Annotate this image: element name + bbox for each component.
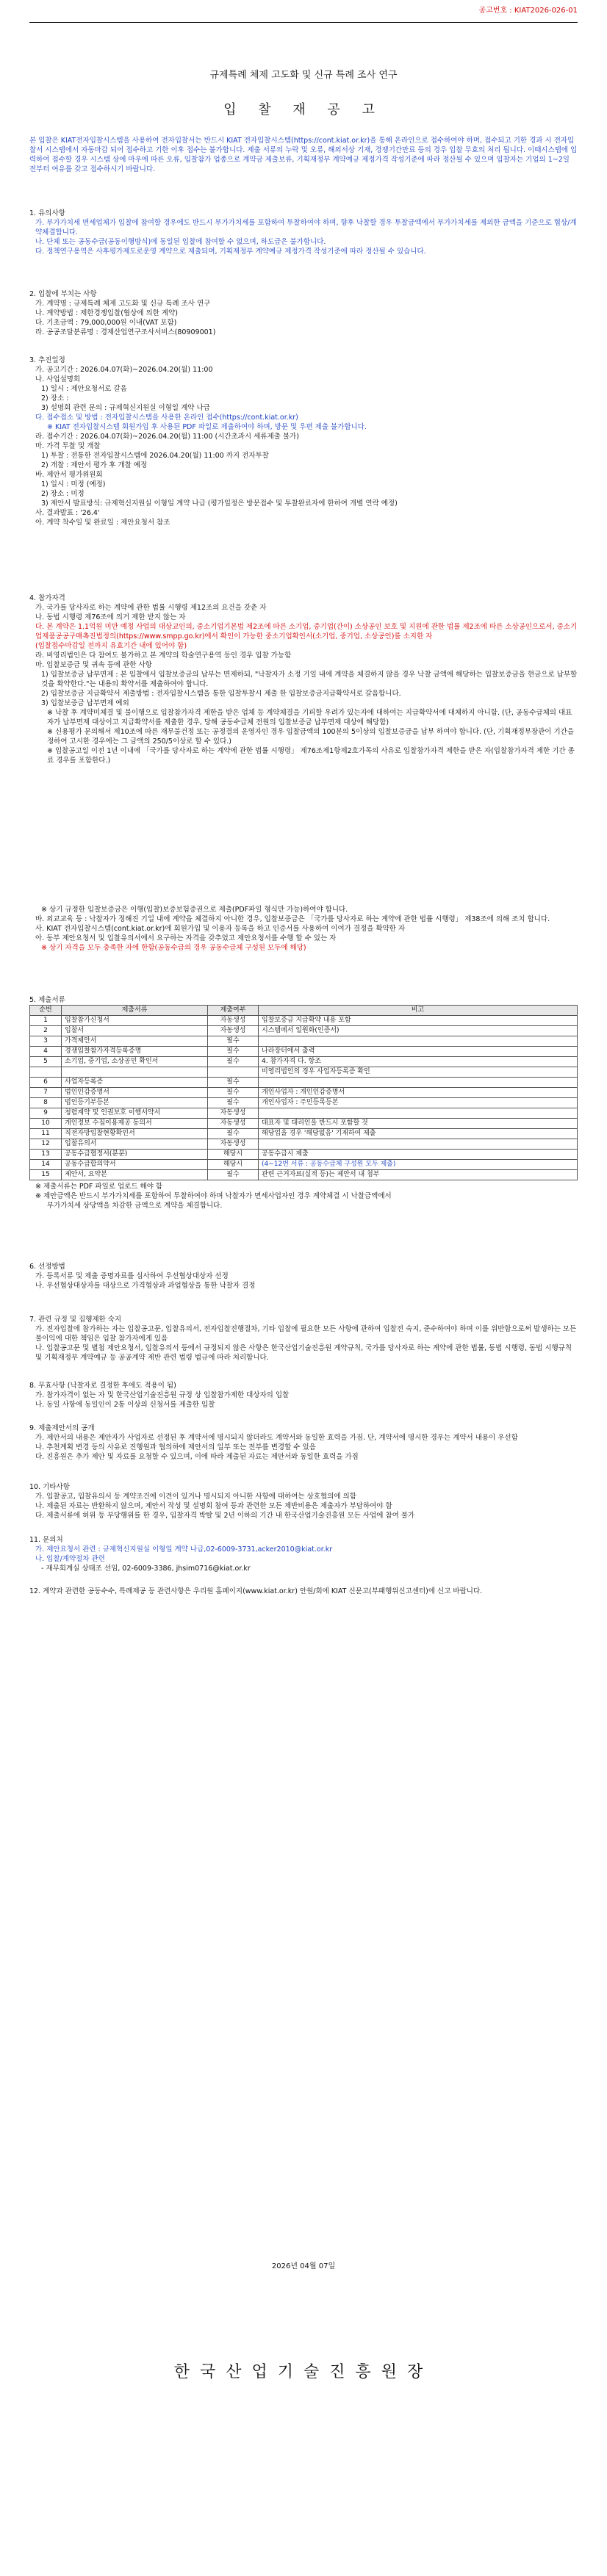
- invalid-item: 가. 참가자격이 없는 자 및 한국산업기술진흥원 규정 상 입찰참가제한 대상자의 입찰: [35, 1391, 290, 1399]
- proposal-item: 다. 진흥원은 추가 제안 및 자료를 요청할 수 있으며, 이에 따라 제출된 자료는 제안서와 동일한 효력을 가짐: [35, 1453, 359, 1461]
- table-row: [30, 1057, 578, 1067]
- schedule-subitem: 3) 제안서 발표방식: 규제혁신지원실 이형일 계약 나급 (평가일정은 방문접수 및 투찰완료자에 한하여 개별 연락 예정): [41, 499, 398, 508]
- documents-table: [29, 1005, 578, 1180]
- section-heading: 12. 계약과 관련한 공동수수, 특례제공 등 관련사항은 우리원 홈페이지(www.kiat.or.kr) 안원/회에 KIAT 신문고(부패행위신고센터)에 신고 바랍니다.: [29, 1587, 483, 1595]
- document-name: [62, 1067, 208, 1078]
- section-heading: 7. 관련 규정 및 집행제한 숙지: [29, 1316, 122, 1324]
- other-item: 나. 제출된 자료는 반환하지 않으며, 제안서 작성 및 설명회 참여 등과 관련한 모든 제반비용은 제출자가 부담하여야 함: [35, 1502, 392, 1510]
- section-heading: 1. 유의사항: [29, 209, 65, 217]
- row-number: 15: [30, 1170, 62, 1180]
- submission-type: 필수: [208, 1170, 259, 1180]
- document-name: 입찰서: [62, 1026, 208, 1036]
- table-row: [30, 1036, 578, 1047]
- schedule-note: ※ KIAT 전자입찰시스템 회원가입 후 사용된 PDF 파일로 제출하여야 하며, 방문 및 우편 제출 불가합니다.: [47, 423, 367, 431]
- invalid-item: 나. 동일 사항에 동일인이 2통 이상의 신청서를 제출한 입찰: [35, 1401, 215, 1409]
- contact-item: - 재무회계실 상태조 선임, 02-6009-3386, jhsim0716@kiat.or.kr: [41, 1565, 251, 1573]
- row-number: 5: [30, 1057, 62, 1067]
- note-item: 가. 부가가치세 면세업체가 입찰에 참여할 경우에도 반드시 부가가치세를 포함하여 투찰하여야 하며, 향후 낙찰할 경우 투찰금액에서 부가가치세를 제외한 금액을 기준으로 협상/계약체결합니다.: [35, 219, 577, 237]
- document-name: 개인정보 수집이용제공 동의서: [62, 1119, 208, 1129]
- eligibility-item: 아. 동부 제안요청서 및 입찰유의서에서 요구하는 자격을 갖추었고 제안요청서를 수행 할 수 있는 자: [35, 934, 337, 942]
- document-name: 가격제안서: [62, 1036, 208, 1047]
- document-remark: 해당업을 경우 '해당없음' 기재하여 제출: [259, 1129, 578, 1139]
- submission-type: 자동생성: [208, 1108, 259, 1119]
- row-number: 3: [30, 1036, 62, 1047]
- column-header: 비고: [259, 1006, 578, 1016]
- document-remark: 시스템에서 일원화(인증서): [259, 1026, 578, 1036]
- other-item: 다. 제출서류에 허위 등 부당행위를 한 경우, 입찰자격 박탈 및 2년 이하의 기간 내 한국산업기술진흥원 모든 사업에 참여 불가: [35, 1512, 415, 1520]
- column-header: 순번: [30, 1006, 62, 1016]
- regulation-item: 가. 전자입찰에 참가하는 자는 입찰공고문, 입찰유의서, 전자입찰진행절차, 기타 입찰에 필요한 모든 사항에 관하여 입찰전 숙지, 준수하여야 하며 이를 위반함으로써 발생하는 모든 불이익에 대한 책임은 입찰 참가자에게 있음: [35, 1325, 577, 1343]
- eligibility-item: 가. 국가를 당사자로 하는 계약에 관한 법률 시행령 제12조의 요건을 갖춘 자: [35, 604, 267, 612]
- section-1-notes: [29, 209, 578, 256]
- row-number: 14: [30, 1160, 62, 1170]
- table-row: [30, 1150, 578, 1160]
- eligibility-item: 바. 외교교육 등 : 낙찰자가 정해진 기일 내에 계약을 체결하지 아니한 경우, 입찰보증금은 「국가를 당사자로 하는 계약에 관한 법률 시행령」 제38조에 의해 조치 합니다.: [35, 915, 550, 923]
- table-row: [30, 1170, 578, 1180]
- row-number: 1: [30, 1016, 62, 1026]
- eligibility-note: ※ 입찰공고일 이전 1년 이내에 「국가를 당사자로 하는 계약에 관한 법률 시행령」 제76조제1항제2호가목의 사유로 입찰참가자격 제한을 받은 자(입찰참가자격 제한 기간 종료 경우를 포함한다.): [47, 747, 575, 765]
- regulation-item: 나. 입찰공고문 및 별첨 제안요청서, 입찰유의서 등에서 규정되지 않은 사항은 한국산업기술진흥원 계약규칙, 국가를 당사자로 하는 계약에 관한 법률, 동법 시행령, 동법 시행규칙 및 기획재정부 계약예규 등 공공계약 제반 관련 법령 법규에 따라 처리합니다.: [35, 1344, 572, 1362]
- section-heading: 9. 제출제안서의 공개: [29, 1424, 95, 1432]
- schedule-item: 바. 제안서 평가위원회: [35, 471, 103, 479]
- column-header: 제출서류: [62, 1006, 208, 1016]
- row-number: 6: [30, 1078, 62, 1088]
- schedule-subitem: 2) 개찰 : 제안서 평가 후 개찰 예정: [41, 461, 148, 469]
- row-number: 8: [30, 1098, 62, 1108]
- selection-item: 나. 우선협상대상자를 대상으로 가격협상과 과업협상을 통한 낙찰자 결정: [35, 1282, 256, 1290]
- document-name: 경쟁입찰참가자격등록증명: [62, 1047, 208, 1057]
- table-row: [30, 1098, 578, 1108]
- submission-type: 필수: [208, 1057, 259, 1067]
- eligibility-note: ※ 상기 규정한 입찰보증금은 이행(입찰)보증보험증권으로 제출(PDF파일 형식만 가능)하여야 합니다.: [41, 906, 348, 914]
- selection-item: 가. 등록서류 및 제출 증명자료를 심사하여 우선협상대상자 선정: [35, 1272, 229, 1280]
- eligibility-subitem: 3) 입찰보증금 납부면제 예외: [41, 699, 129, 707]
- column-header: 제출여부: [208, 1006, 259, 1016]
- table-note: ※ 제출서류는 PDF 파일로 업로드 해야 함: [35, 1183, 163, 1191]
- eligibility-item: 다. 본 계약은 1.1억원 미만 예정 사업의 대상교인의, 중소기업기본법 제2조에 따른 소기업, 중기업(간이) 소상공인 보호 및 지원에 관한 법률 제2조에 따른 소상공인으로서, 중소기업제품공공구매촉진법정의(https://www.smpp.go.kr)에서 확인이 가능한 중소기업확인서(소기업, 중기업, 소상공인)를 소지한 자: [35, 623, 578, 641]
- contract-method: 나. 계약방법 : 제한경쟁입찰(협상에 의한 계약): [35, 309, 178, 317]
- table-row: [30, 1139, 578, 1150]
- section-4-continued: [29, 905, 578, 953]
- document-name: 법인인감증명서: [62, 1088, 208, 1098]
- section-9-proposal: [29, 1424, 578, 1462]
- table-row: [30, 1047, 578, 1057]
- schedule-subitem: 3) 설명회 관련 문의 : 규제혁신지원실 이형일 계약 나급: [41, 404, 210, 412]
- note-item: 나. 단체 또는 공동수급(공동이행방식)에 동일된 입찰에 참여할 수 없으며, 하도급은 불가합니다.: [35, 238, 326, 246]
- schedule-item: 나. 사업설명회: [35, 375, 81, 383]
- eligibility-note: ※ 신용평가 문의해서 제10조에 따른 재무불건정 또는 공정결의 운영자인 경우 입찰금액의 100분의 5이상의 입찰보증금을 납부 하여야 합니다. (단, 기획재정부장관이 기간을 정하여 고시한 경우에는 그 금액의 250/5이상로 할 수 있다.): [47, 728, 575, 746]
- schedule-item: 마. 가격 투찰 및 개찰: [35, 442, 101, 450]
- submission-type: 필수: [208, 1129, 259, 1139]
- section-heading: 8. 무효사항 (낙찰자로 결정한 후에도 적용이 됨): [29, 1382, 176, 1390]
- other-item: 가. 입찰공고, 입찰유의서 등 계약조건에 이견이 있거나 명시되지 아니한 사항에 대하여는 상호협의에 의함: [35, 1493, 356, 1501]
- contract-name: 가. 계약명 : 규제특례 체제 고도화 및 신규 특례 조사 연구: [35, 300, 211, 308]
- page-title: 입 찰 재 공 고: [223, 102, 384, 118]
- eligibility-item: 나. 동법 시행령 제76조에 의거 제한 받지 않는 자: [35, 613, 186, 621]
- table-header-row: [30, 1006, 578, 1016]
- document-remark: 4. 참가자격 다. 항조: [259, 1057, 578, 1067]
- eligibility-note: ※ 낙찰 후 계약미체결 및 불이행으로 입찰참가자격 제한을 받은 업체 등 계약체결을 기피할 우려가 있는자에 대하여는 지급확약서에 대체하지 아니함. (단, 공동수급체의 대표자가 납부면제 대상이고 지급확약서를 제출한 경우, 당해 공동수급체 전원의 입찰보증금 납부면제 대상에 해당함): [47, 709, 572, 726]
- row-number: 10: [30, 1119, 62, 1129]
- submission-type: 필수: [208, 1078, 259, 1088]
- section-heading: 3. 추진일정: [29, 356, 65, 364]
- document-remark: 입찰보증금 지급확약 내용 포함: [259, 1016, 578, 1026]
- section-heading: 10. 기타사항: [29, 1483, 70, 1491]
- document-remark: [259, 1078, 578, 1088]
- section-11-contact: [29, 1535, 578, 1573]
- submission-type: 해당시: [208, 1150, 259, 1160]
- submission-type: 자동생성: [208, 1026, 259, 1036]
- table-row: [30, 1088, 578, 1098]
- document-name: 공동수급합의약서: [62, 1160, 208, 1170]
- section-heading: 4. 참가자격: [29, 594, 65, 602]
- document-name: 입찰유의서: [62, 1139, 208, 1150]
- section-12-report: [29, 1587, 578, 1596]
- document-remark: 나라장터에서 출력: [259, 1047, 578, 1057]
- submission-type: 필수: [208, 1098, 259, 1108]
- schedule-subitem: 1) 일시 : 제안요청서로 갈음: [41, 385, 127, 393]
- document-name: 공동수급협정서(분분): [62, 1150, 208, 1160]
- document-name: 사업자등록증: [62, 1078, 208, 1088]
- note-item: 다. 정책연구용역은 사후평가제도로운영 계약으로 제출되며, 기획재정부 계약예규 제정가격 작성기준에 따라 정산될 수 있습니다.: [35, 248, 426, 256]
- submission-type: [208, 1067, 259, 1078]
- document-name: 직전자방입찰현황확인서: [62, 1129, 208, 1139]
- schedule-item: 다. 접수접소 및 방법 : 전자입찰시스템을 사용한 온라인 접수(https://cont.kiat.or.kr): [35, 414, 298, 422]
- section-heading: 11. 문의처: [29, 1536, 63, 1544]
- document-remark: 관련 근거자료(실적 등)는 제안서 내 첨부: [259, 1170, 578, 1180]
- eligibility-item: 사. KIAT 전자입찰시스템(cont.kiat.or.kr)에 회원가입 및 이용자 등록을 하고 인증서를 사용하여 이여가 결정을 확약한 자: [35, 925, 406, 933]
- table-row: [30, 1026, 578, 1036]
- table-row: [30, 1129, 578, 1139]
- table-row: [30, 1078, 578, 1088]
- schedule-subitem: 2) 장소 :: [41, 394, 69, 403]
- submission-type: 자동생성: [208, 1139, 259, 1150]
- eligibility-item: 라. 비영리법인은 다 참여도 불가하고 본 계약의 학술연구용역 등인 경우 입찰 가능함: [35, 652, 292, 660]
- row-number: 13: [30, 1150, 62, 1160]
- schedule-subitem: 1) 투찰 : 전통한 전자입찰시스템에 2026.04.20(월) 11:00 까지 전자투찰: [41, 452, 269, 460]
- row-number: 9: [30, 1108, 62, 1119]
- contact-item: 가. 제안요청서 관련 : 규제혁신지원실 이형일 계약 나급,02-6009-3731,acker2010@kiat.or.kr: [35, 1545, 333, 1554]
- row-number: 2: [30, 1026, 62, 1036]
- document-remark: 비영리법인의 경우 사업자등록증 확인: [259, 1067, 578, 1078]
- document-remark: (4~12번 서류 : 공동수급체 구성원 모두 제출): [259, 1160, 578, 1170]
- row-number: 12: [30, 1139, 62, 1150]
- section-4-eligibility: [29, 594, 578, 765]
- section-2-contract: [29, 289, 578, 337]
- document-remark: [259, 1139, 578, 1150]
- table-note: 부가가치세 상당액을 차감한 금액으로 계약을 체결합니다.: [47, 1202, 223, 1210]
- eligibility-item: 마. 입찰보증금 및 귀속 등에 관한 사항: [35, 661, 152, 669]
- issuer-signature: 한국산업기술진흥원장: [173, 2363, 434, 2381]
- section-8-invalid: [29, 1381, 578, 1410]
- section-5-documents: [29, 995, 578, 1211]
- submission-type: 해당시: [208, 1160, 259, 1170]
- document-remark: 개인사업자 : 개인인감증명서: [259, 1088, 578, 1098]
- submission-type: 필수: [208, 1088, 259, 1098]
- eligibility-note: ※ 상기 자격을 모두 충족한 자에 한함(공동수급의 경우 공동수급체 구성원 모두에 해당): [41, 944, 306, 952]
- submission-type: 필수: [208, 1047, 259, 1057]
- eligibility-note: (입찰접수마감일 전까지 유효기간 내에 있어야 함): [35, 642, 187, 650]
- schedule-item: 아. 계약 착수일 및 완료일 : 제안요청서 참조: [35, 519, 170, 527]
- section-heading: 6. 선정방법: [29, 1263, 65, 1271]
- schedule-subitem: 2) 장소 : 미정: [41, 490, 85, 498]
- contact-item: 나. 입찰/계약절차 관련: [35, 1555, 105, 1563]
- proposal-item: 가. 제안서의 내용은 제안자가 사업자로 선정된 후 계약서에 명시되지 않더라도 계약서와 동일한 효력을 가짐. 단, 계약서에 명시한 경우는 계약서 내용이 우선함: [35, 1434, 518, 1442]
- document-name: 법인등기부등본: [62, 1098, 208, 1108]
- submission-type: 자동생성: [208, 1119, 259, 1129]
- table-row: [30, 1067, 578, 1078]
- procurement-class: 라. 공공조달분류명 : 경제산업연구조사서비스(80909001): [35, 328, 216, 336]
- document-remark: [259, 1036, 578, 1047]
- submission-type: 자동생성: [208, 1016, 259, 1026]
- schedule-subitem: 1) 일시 : 미정 (예정): [41, 480, 106, 488]
- proposal-item: 나. 추천계획 변경 등의 사유로 진행원과 협의하에 제안서의 일부 또는 전부를 변경할 수 있음: [35, 1443, 316, 1451]
- row-number: 11: [30, 1129, 62, 1139]
- base-amount: 다. 기초금액 : 79,000,000원 이내(VAT 포함): [35, 319, 177, 327]
- document-remark: 공동수급시 제출: [259, 1150, 578, 1160]
- project-subtitle: 규제특례 체제 고도화 및 신규 특례 조사 연구: [209, 70, 398, 81]
- row-number: 7: [30, 1088, 62, 1098]
- section-3-schedule: [29, 356, 578, 527]
- table-row: [30, 1016, 578, 1026]
- eligibility-subitem: 1) 입찰보증금 납부면제 : 본 입찰에서 입찰보증금의 납부는 면제하되, "낙찰자가 소정 기일 내에 계약을 체결하지 않을 경우 낙찰 금액에 해당하는 입찰보증금을 현금으로 납부할 것을 확약한다."는 내용의 확약서를 제출하여야 합니다.: [41, 671, 578, 688]
- section-heading: 2. 입찰에 부치는 사항: [29, 290, 97, 298]
- table-row: [30, 1119, 578, 1129]
- section-10-other: [29, 1482, 578, 1520]
- table-row: [30, 1108, 578, 1119]
- table-note: ※ 제안금액은 반드시 부가가치세를 포함하여 투찰하여야 하며 낙찰자가 면세사업자인 경우 계약체결 시 낙찰금액에서: [35, 1192, 392, 1200]
- section-7-regulations: [29, 1315, 578, 1363]
- schedule-item: 사. 결과발표 : '26.4': [35, 509, 100, 517]
- document-remark: 개인사업자 : 주민등록등본: [259, 1098, 578, 1108]
- section-heading: 5. 제출서류: [29, 996, 65, 1004]
- notice-number: 공고번호 : KIAT2026-026-01: [478, 7, 578, 15]
- document-remark: [259, 1108, 578, 1119]
- eligibility-subitem: 2) 입찰보증금 지급확약서 제출방법 : 전자입찰시스템을 통한 입찰투찰시 제출 한 입찰보증금지급확약서로 갈음합니다.: [41, 690, 401, 698]
- document-remark: 대표자 및 대리인을 반드시 포함할 것: [259, 1119, 578, 1129]
- schedule-item: 가. 공고기간 : 2026.04.07(화)~2026.04.20(월) 11:00: [35, 366, 213, 374]
- table-row: [30, 1160, 578, 1170]
- submission-type: 필수: [208, 1036, 259, 1047]
- schedule-item: 라. 접수기간 : 2026.04.07(화)~2026.04.20(월) 11:00 (시간초과시 세류제출 불가): [35, 433, 299, 441]
- top-divider: [29, 22, 578, 23]
- document-name: 입찰참가신청서: [62, 1016, 208, 1026]
- intro-paragraph: 본 입찰은 KIAT전자입찰시스템을 사용하여 전자입찰서는 반드시 KIAT 전자입찰시스템(https://cont.kiat.or.kr)을 통해 온라인으로 접수하여야 하며, 접수되고 기한 경과 시 전자입찰서 시스템에서 자동마감 되어 접수하고 기한 이후 접수는 불가합니다. 제출 서류의 누락 및 오류, 해외서상 기재, 경쟁기간만료 등의 경우 입찰 무효의 처리 됩니다. 이때시스템에 입력하여 접수할 경우 시스템 상에 마우에 따른 오류, 입찰참가 업종으로 계약금 제출보류, 기획재정부 계약예규 제정가격 작성기준에 따라 정산될 수 있으며 입찰자는 기업의 1~2일 전부터 여유를 갖고 접수하시기 바랍니다.: [29, 137, 578, 173]
- row-number: 4: [30, 1047, 62, 1057]
- notice-date: 2026년 04월 07일: [271, 2262, 336, 2270]
- document-name: 소기업, 중기업, 소상공인 확인서: [62, 1057, 208, 1067]
- section-6-selection: [29, 1262, 578, 1291]
- document-name: 청렴계약 및 인권보호 이행서약서: [62, 1108, 208, 1119]
- document-name: 제안서, 요약본: [62, 1170, 208, 1180]
- row-number: [30, 1067, 62, 1078]
